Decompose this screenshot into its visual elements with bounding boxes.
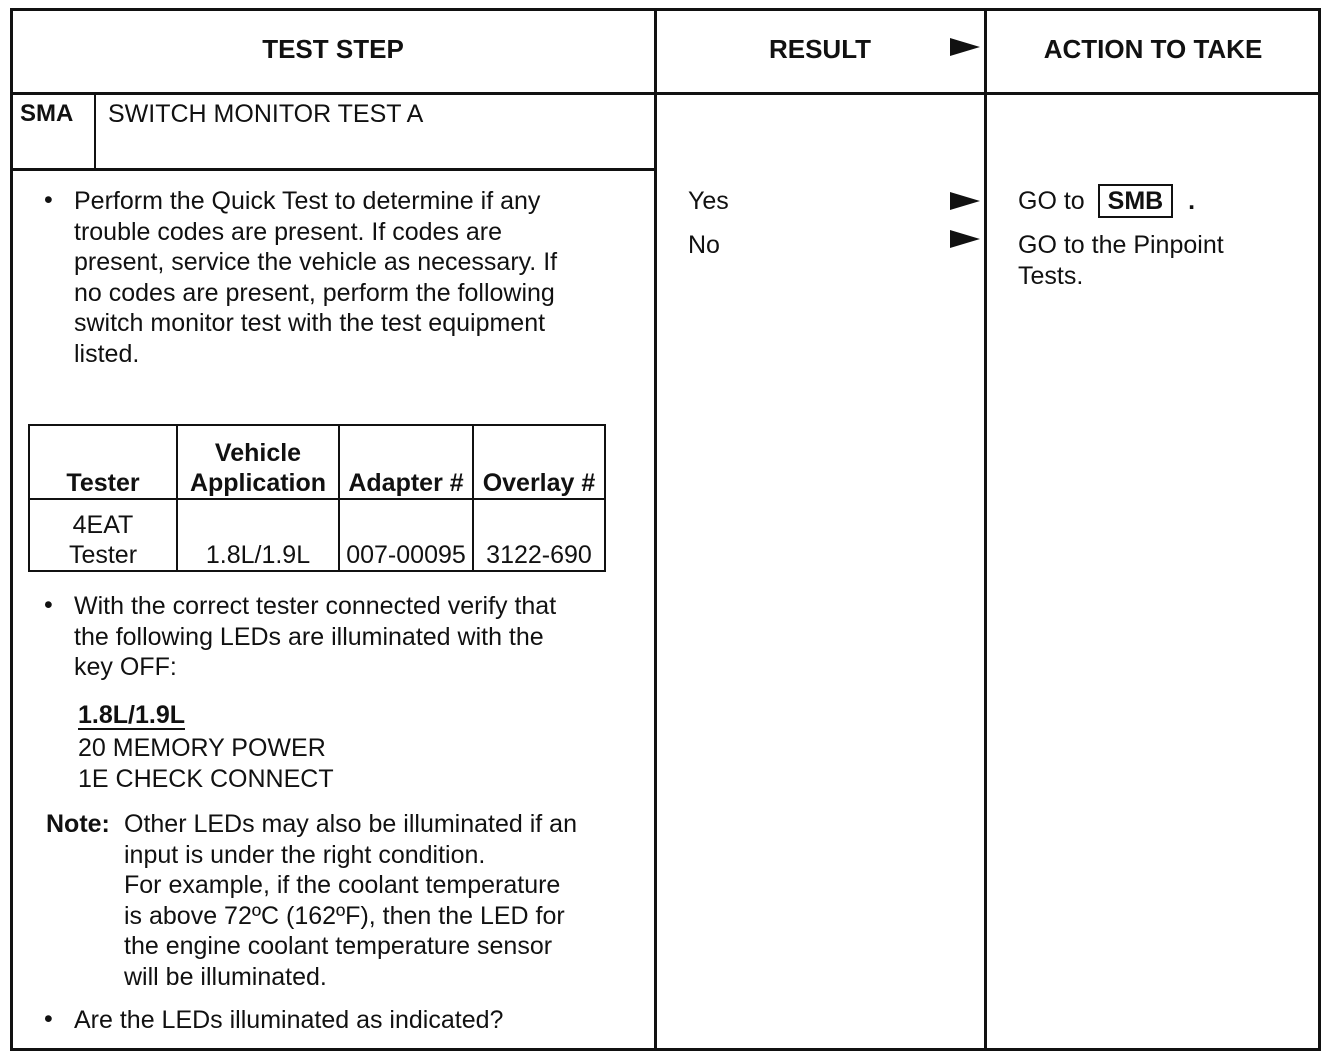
bullet-3-text: Are the LEDs illuminated as indicated? (74, 1006, 504, 1034)
header-adapter (339, 425, 473, 499)
cell-adapter (339, 499, 473, 571)
frame-left (10, 8, 13, 1051)
note-text (124, 809, 577, 992)
result-no-arrow (950, 230, 980, 248)
action-header: ACTION TO TAKE (1043, 34, 1263, 64)
led-list (78, 733, 334, 794)
tester-table (28, 424, 606, 572)
note-line: is above 72ºC (162ºF), then the LED for (124, 901, 565, 930)
bullet-1-line: Perform the Quick Test to determine if any (74, 187, 541, 215)
engine-heading: 1.8L/1.9L (78, 701, 185, 729)
bullet-2-line: With the correct tester connected verify that (74, 592, 557, 620)
header-tester-line: Tester (66, 469, 140, 497)
action-yes-suffix: . (1188, 187, 1196, 215)
step-title-divider (10, 168, 656, 171)
bullet-1-line: trouble codes are present. If codes are (74, 217, 503, 246)
note-line: the engine coolant temperature sensor (124, 932, 553, 960)
led-item: 1E CHECK CONNECT (78, 764, 334, 793)
cell-tester-line: 4EAT (72, 511, 134, 539)
cell-adapter-line: 007-00095 (346, 541, 466, 569)
smb-reference-box: SMB (1098, 184, 1174, 218)
note-line: will be illuminated. (124, 962, 327, 991)
result-header-arrow (950, 38, 980, 56)
step-title: SWITCH MONITOR TEST A (108, 100, 424, 128)
bullet-1-line: present, service the vehicle as necessary. If (74, 248, 558, 276)
cell-vehicle-application (177, 499, 339, 571)
header-adapter-line: Adapter # (348, 469, 464, 497)
note-line: input is under the right condition. (124, 840, 486, 869)
step-id: SMA (20, 100, 74, 127)
cell-tester-line: Tester (68, 541, 138, 569)
header-vehicle-application (177, 425, 339, 499)
tester-table-header-row (29, 425, 605, 499)
cell-overlay-line: 3122-690 (486, 541, 592, 569)
bullet-dot-1: • (44, 186, 53, 214)
note-line: For example, if the coolant temperature (124, 871, 561, 899)
frame-bottom (10, 1048, 1320, 1051)
header-divider (10, 92, 1320, 95)
result-yes: Yes (688, 187, 729, 215)
action-no-line: Tests. (1018, 261, 1084, 290)
cell-overlay (473, 499, 605, 571)
header-overlay-line: Overlay # (482, 469, 596, 497)
result-header: RESULT (768, 34, 872, 64)
led-item: 20 MEMORY POWER (78, 734, 326, 762)
header-tester (29, 425, 177, 499)
cell-vehicle-line: 1.8L/1.9L (205, 541, 311, 569)
result-yes-arrow (950, 192, 980, 210)
bullet-dot-2: • (44, 591, 53, 619)
col-divider-2 (984, 8, 987, 1051)
frame-top (10, 8, 1320, 11)
action-yes (1018, 184, 1195, 218)
header-vehicle-line: Vehicle (214, 439, 302, 467)
action-yes-prefix: GO to (1018, 187, 1085, 215)
bullet-2-line: key OFF: (74, 653, 177, 681)
col-divider-1 (654, 8, 657, 1051)
bullet-1-text (74, 186, 557, 369)
header-overlay (473, 425, 605, 499)
action-no-line: GO to the Pinpoint (1018, 231, 1224, 259)
step-id-divider (94, 93, 96, 170)
result-no: No (688, 231, 720, 259)
bullet-1-line: no codes are present, perform the following (74, 278, 555, 307)
cell-tester (29, 499, 177, 571)
header-application-line: Application (189, 469, 327, 497)
note-line: Other LEDs may also be illuminated if an (124, 810, 577, 838)
test-step-header: TEST STEP (262, 34, 404, 64)
tester-table-row (29, 499, 605, 571)
action-no (1018, 230, 1224, 291)
bullet-1-line: listed. (74, 339, 140, 368)
bullet-dot-3: • (44, 1005, 53, 1033)
note-label: Note: (46, 810, 110, 838)
bullet-1-line: switch monitor test with the test equipment (74, 309, 546, 337)
bullet-2-text (74, 591, 556, 683)
bullet-2-line: the following LEDs are illuminated with the (74, 622, 544, 651)
frame-right (1318, 8, 1321, 1051)
